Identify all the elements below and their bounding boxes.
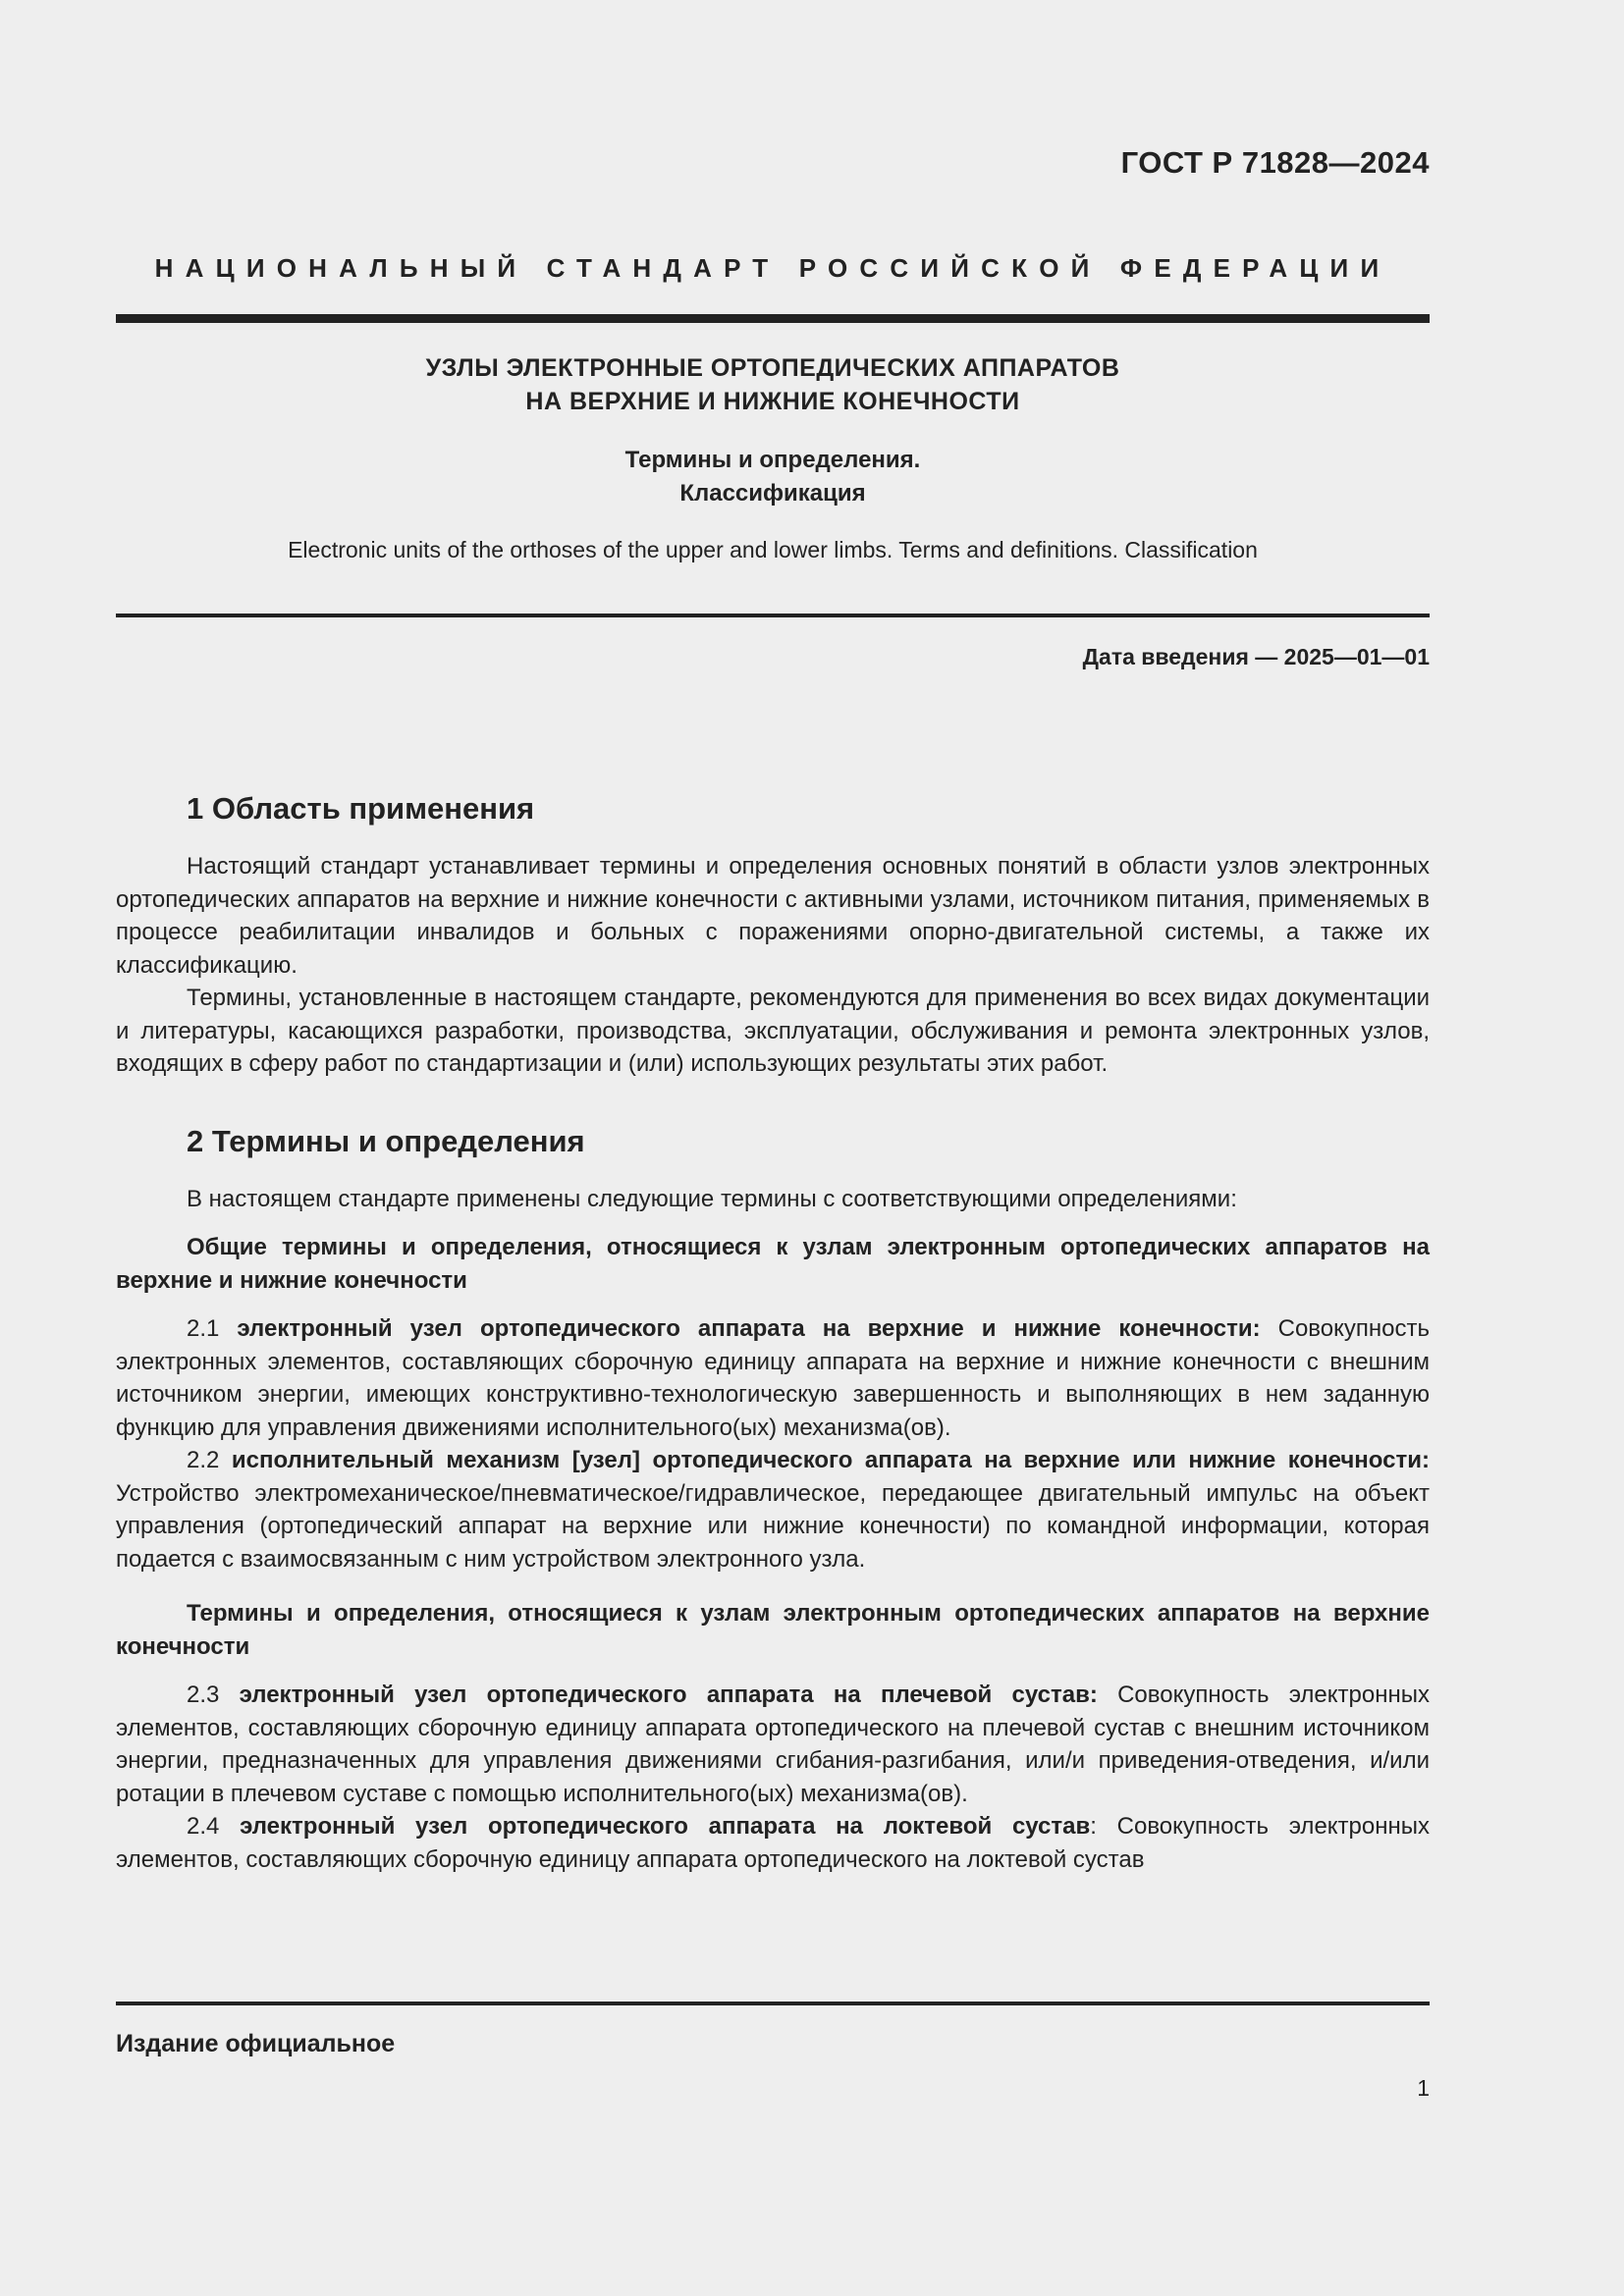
- official-edition-label: Издание официальное: [116, 2030, 396, 2057]
- group-heading-general: Общие термины и определения, относящиеся к узлам электронным ортопедических аппаратов на верхние и нижние конечности: [116, 1234, 1430, 1294]
- term-2-3-definition: Совокупность электронных элементов, составляющих сборочную единицу аппарата ортопедического на плечевой сустав с внешним источником энергии, предназначенных для управления движениями сгибания-разгибания, или/и приведения-отведения, и/или ротации в плечевом суставе с помощью исполнительного(ых) механизма(ов).: [116, 1682, 1430, 1807]
- subtitle-line-1: Термины и определения.: [624, 447, 921, 473]
- title-divider: [116, 614, 1430, 617]
- term-2-4: [116, 1810, 1430, 1876]
- term-2-3-title: электронный узел ортопедического аппарата на плечевой сустав:: [239, 1682, 1098, 1708]
- document-code: ГОСТ Р 71828—2024: [1120, 145, 1430, 180]
- introduction-date: Дата введения — 2025—01—01: [1082, 644, 1430, 669]
- term-2-3-number: 2.3: [187, 1682, 240, 1708]
- section-2-heading: 2 Термины и определения: [187, 1123, 585, 1158]
- term-2-2-title: исполнительный механизм [узел] ортопедического аппарата на верхние или нижние конечности:: [231, 1447, 1430, 1473]
- term-2-3: [116, 1679, 1430, 1810]
- term-2-1-number: 2.1: [187, 1315, 238, 1342]
- subtitle: [116, 444, 1430, 510]
- title-line-1: УЗЛЫ ЭЛЕКТРОННЫЕ ОРТОПЕДИЧЕСКИХ АППАРАТОВ: [425, 354, 1120, 382]
- subtitle-line-2: Классификация: [679, 480, 866, 507]
- header-divider: [116, 314, 1430, 323]
- term-2-4-number: 2.4: [187, 1813, 241, 1840]
- national-standard-banner: НАЦИОНАЛЬНЫЙ СТАНДАРТ РОССИЙСКОЙ ФЕДЕРАЦИИ: [154, 253, 1391, 283]
- term-2-2-definition: Устройство электромеханическое/пневматическое/гидравлическое, передающее двигательный импульс на объект управления (ортопедический аппарат на верхние или нижние конечности) по командной информации, которая подается с взаимосвязанным с ним устройством электронного узла.: [116, 1479, 1430, 1573]
- english-title: Electronic units of the orthoses of the upper and lower limbs. Terms and definitions. Classification: [288, 537, 1258, 562]
- section-1-paragraph-1: Настоящий стандарт устанавливает термины и определения основных понятий в области узлов электронных ортопедических аппаратов на верхние и нижние конечности с активными узлами, источником питания, применяемых в процессе реабилитации инвалидов и больных с поражениями опорно-двигательной системы, а также их классификацию.: [116, 853, 1430, 979]
- term-2-1-definition: Совокупность электронных элементов, составляющих сборочную единицу аппарата на верхние и нижние конечности с внешним источником энергии, имеющих конструктивно-технологическую завершенность и выполняющих в нем заданную функцию для управления движениями исполнительного(ых) механизма(ов).: [116, 1315, 1430, 1441]
- term-2-1-title: электронный узел ортопедического аппарата на верхние и нижние конечности:: [237, 1315, 1261, 1342]
- term-2-2: [116, 1444, 1430, 1575]
- title-line-2: НА ВЕРХНИЕ И НИЖНИЕ КОНЕЧНОСТИ: [525, 388, 1020, 415]
- section-1-heading: 1 Область применения: [187, 791, 535, 826]
- term-2-1: [116, 1312, 1430, 1444]
- page-number: 1: [1417, 2075, 1430, 2101]
- section-2-intro: В настоящем стандарте применены следующие термины с соответствующими определениями:: [187, 1185, 1237, 1212]
- document-body: [116, 789, 1430, 1876]
- term-2-2-number: 2.2: [187, 1447, 232, 1473]
- title-block: [116, 351, 1430, 565]
- footer-divider: [116, 2002, 1430, 2005]
- group-heading-upper-limbs: Термины и определения, относящиеся к узлам электронным ортопедических аппаратов на верхние конечности: [116, 1600, 1430, 1660]
- term-2-4-definition: : Совокупность электронных элементов, составляющих сборочную единицу аппарата ортопедического на локтевой сустав: [116, 1813, 1431, 1873]
- section-1-paragraph-2: Термины, установленные в настоящем стандарте, рекомендуются для применения во всех видах документации и литературы, касающихся разработки, производства, эксплуатации, обслуживания и ремонта электронных узлов, входящих в сферу работ по стандартизации и (или) использующих результаты этих работ.: [116, 985, 1430, 1077]
- term-2-4-title: электронный узел ортопедического аппарата на локтевой сустав: [240, 1813, 1091, 1840]
